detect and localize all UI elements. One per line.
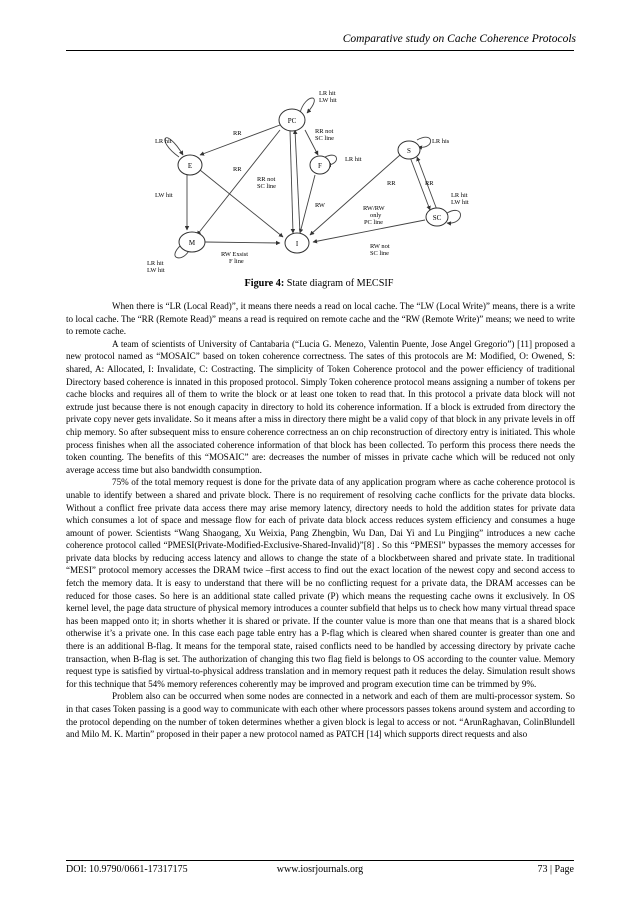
label-rr-not-e-1: RR not bbox=[257, 176, 276, 183]
figure-caption bbox=[0, 278, 638, 289]
state-m-label: M bbox=[188, 239, 196, 247]
state-diagram bbox=[135, 85, 495, 275]
label-lr-his-s: LR his bbox=[432, 138, 450, 145]
state-s-label: S bbox=[407, 147, 411, 155]
state-e-label: E bbox=[187, 162, 193, 170]
label-rw: RW bbox=[315, 202, 325, 209]
label-lr-hit-m: LR hit bbox=[147, 260, 164, 267]
label-rw-not-1: RW not bbox=[370, 243, 390, 250]
label-rr-not-pc-1: RR not bbox=[315, 128, 334, 135]
footer-rule bbox=[66, 860, 574, 861]
label-rw-not-2: SC line bbox=[370, 250, 389, 257]
label-rr-pc-e: RR bbox=[233, 130, 242, 137]
page-footer bbox=[66, 864, 574, 878]
label-rr-not-e-2: SC line bbox=[257, 183, 276, 190]
header-rule bbox=[66, 50, 574, 51]
running-header: Comparative study on Cache Coherence Protocols bbox=[342, 33, 576, 45]
footer-doi: DOI: 10.9790/0661-17317175 bbox=[66, 864, 188, 875]
figure-caption-text: State diagram of MECSIF bbox=[286, 278, 394, 289]
label-rw-exsist-2: F line bbox=[229, 258, 244, 265]
state-i-label: I bbox=[295, 240, 299, 248]
state-f-label: F bbox=[318, 162, 322, 170]
paragraph-4: Problem also can be occurred when some nodes are connected in a network and each of them are multi-processor system. So in that cases Token passing is a good way to communicate with each other where processors passes tokens around system and according to the protocol depending on the number of token determines whether a given block is legal to access or not. “ArunRaghavan, ColinBlundell and Milo M. K. Martin” proposed in their paper a new protocol named as PATCH [14] which supports direct requests and also bbox=[66, 691, 575, 740]
figure-label: Figure 4: bbox=[244, 278, 285, 289]
label-rw-exsist-1: RW Exsist bbox=[221, 251, 249, 258]
label-lw-hit-m: LW hit bbox=[147, 267, 165, 274]
label-rw-rw-2: only bbox=[370, 212, 382, 219]
label-lw-hit: LW hit bbox=[155, 192, 173, 199]
footer-site: www.iosrjournals.org bbox=[276, 864, 364, 875]
paragraph-3: 75% of the total memory request is done for the private data of any application program where as cache coherence protocol is unable to identify between a shared and private block. There is no requirement of resolving cache conflicts for the private data blocks. Without a conflict free private data access there may arise memory latency, directory needs to hold the addition states for private data which consumes a lot of space and message flow for each of private data block access reduces system efficiency and consumes a huge amount of power. Scientists “Wang Shaogang, Xu Weixia, Pang Zhengbin, Wu Dan, Dai Yi and Lu Pingjing” introduces a new cache coherence protocol called “PMESI(Private-Modified-Exclusive-Shared-Invalid)”[8] . So this “PMESI” bypasses the memory accesses for private data blocks by reducing access latency and allows to change the state of a blockbetween shared and private state. In traditional “MESI” protocol memory accesses the DRAM twice –first access to find out the exact location of the newest copy and second access to fetch the memory data. It is easy to understand that there will be no conflicting request for a private data, the DRAM accesses can be reduced for those cases. So here is an additional state called private (P) which means the requesting cache owns it exclusively. In OS kernel level, the page data structure of physical memory introduces a counter subfield that helps us to check how many virtual thread space has been mapped onto it; in shorts whether it is shared or private. If the counter value is more than one that means that is a shared block otherwise it’s a private one. In this case each page table entry has a P-flag which is cleared when shared counter is greater than one and there is an additional B-flag. It means for the temporal state, raised conflicts need to be handled by accessing directory by private cache transaction, when B-flag is set. The authorization of changing this two flag field is belongs to OS according to the counter value. Memory request type is satisfied by virtual-to-physical address translation and in memory request path it reduces the delay. Simulation result shows for this technique that 54% memory references coherently may be improved and program execution time can be trimmed by 9%. bbox=[66, 477, 575, 689]
label-rr-s2: RR bbox=[425, 180, 434, 187]
paragraph-2: A team of scientists of University of Cantabaria (“Lucia G. Menezo, Valentin Puente, Jose Angel Gregorio”) [11] proposed a new protocol named as “MOSAIC” based on token coherence correctness. The sates of this protocols are M: Modified, O: Owened, S: shared, A: Allocated, I: Invalidate, C: Costracting. The simplicity of Token Coherence protocol and the power efficiency of traditional Directory based coherence is innated in this proposed protocol. Simply Token coherence protocol means assigning a number of tokens per cache blocks and requires all of them to write the block or at least one token to read that. In this protocol a private data block will not extrude just because there is not enough capacity in directory to hold its coherence information. If a block is extruded from directory the private copy never gets invalidate. So it means after a miss in directory there might be a valid copy of that block in any private levels in off chip memory. So after subsequent miss to ensure coherence correctness an on chip reconstruction of directory entry is initiated. This whole process finishes when all the associated coherence information of that block has been collected. To perform this process there needs the token counting. The benefits of this “MOSAIC” are: decreases the number of misses in private cache which will be reduced not only average access time but also bandwidth consumption. bbox=[66, 338, 575, 475]
label-lw-hit-sc: LW hit bbox=[451, 199, 469, 206]
state-pc-label: PC bbox=[287, 117, 297, 125]
label-rw-rw-1: RW/RW bbox=[363, 205, 385, 212]
paragraph-1: When there is “LR (Local Read)”, it means there needs a read on local cache. The “LW (Local Write)” means, there is a write to local cache. The “RR (Remote Read)” means a read is required on remote cache and the “RW (Remote Write)” means; we need to write to remote cache. bbox=[66, 301, 575, 337]
state-sc-label: SC bbox=[432, 214, 442, 222]
label-rr-e-i: RR bbox=[233, 166, 242, 173]
label-lw-hit-top: LW hit bbox=[319, 97, 337, 104]
label-rr-s1: RR bbox=[387, 180, 396, 187]
label-lr-hit-f: LR hit bbox=[345, 156, 362, 163]
footer-page: 73 | Page bbox=[537, 864, 574, 875]
label-lr-hit-top: LR hit bbox=[319, 90, 336, 97]
label-rr-not-pc-2: SC line bbox=[315, 135, 334, 142]
label-lr-hit-e: LR hit bbox=[155, 138, 172, 145]
body-text bbox=[66, 300, 575, 741]
label-lr-hit-sc: LR hit bbox=[451, 192, 468, 199]
label-rw-rw-3: PC line bbox=[364, 219, 383, 226]
